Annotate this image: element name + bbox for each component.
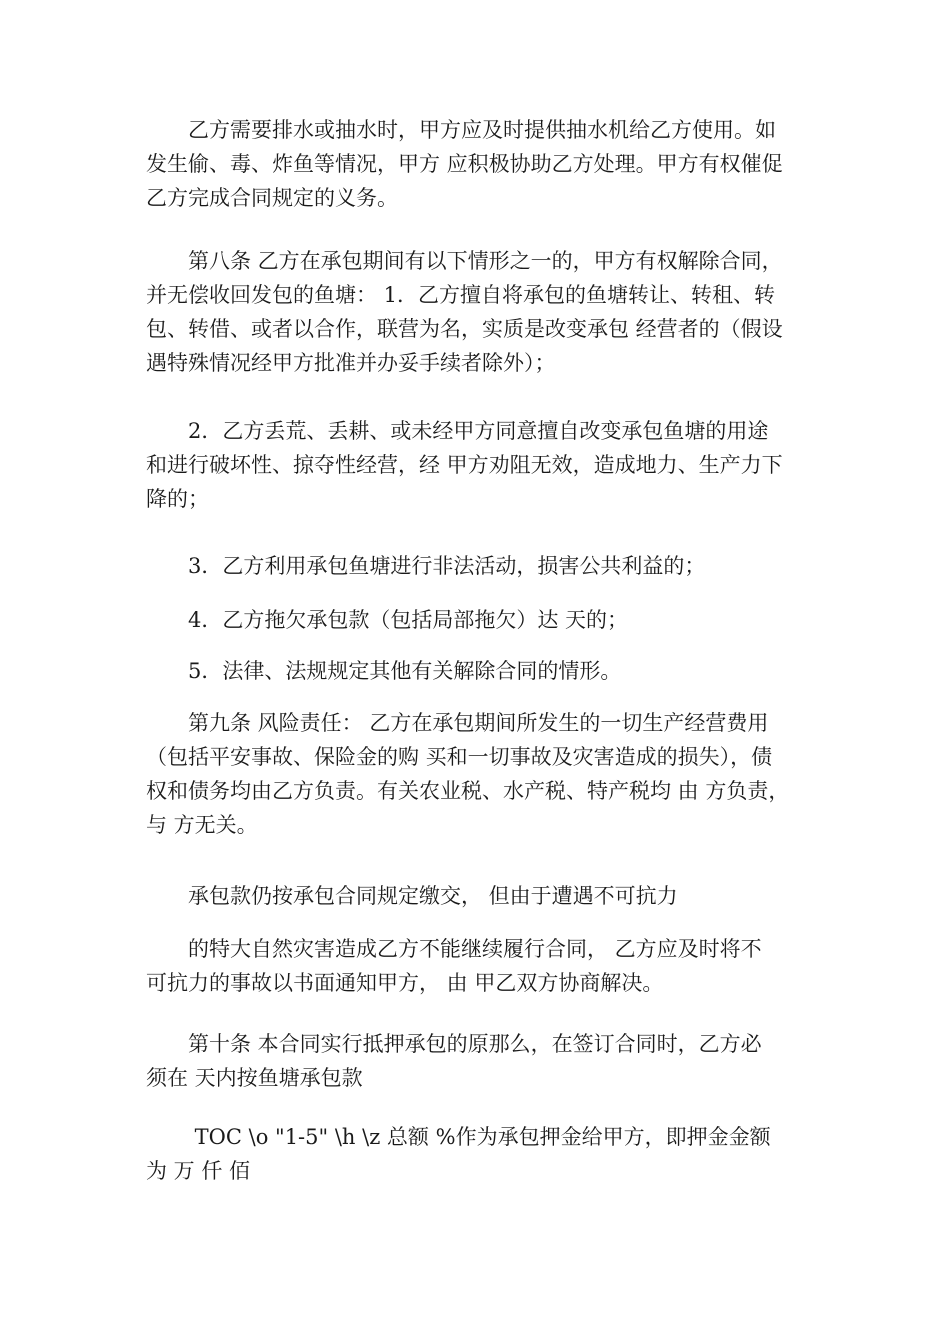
text-line: 降的； <box>146 487 209 511</box>
text-line: 为 万 仟 佰 <box>146 1159 251 1183</box>
paragraph-item-2 <box>146 414 806 516</box>
text-line: 与 方无关。 <box>146 813 258 837</box>
paragraph-pumping-obligation <box>146 113 806 215</box>
text-line: 乙方完成合同规定的义务。 <box>146 186 398 210</box>
text-line: 乙方需要排水或抽水时，甲方应及时提供抽水机给乙方使用。如 <box>146 118 776 142</box>
paragraph-article-8 <box>146 244 806 380</box>
text-line: 2．乙方丢荒、丢耕、或未经甲方同意擅自改变承包鱼塘的用途 <box>146 419 769 443</box>
paragraph-item-5 <box>146 654 806 688</box>
text-line: 的特大自然灾害造成乙方不能继续履行合同， 乙方应及时将不 <box>146 937 762 961</box>
paragraph-article-10 <box>146 1027 806 1095</box>
paragraph-force-majeure-cont <box>146 932 806 1000</box>
text-line: 并无偿收回发包的鱼塘： 1．乙方擅自将承包的鱼塘转让、转租、转 <box>146 283 776 307</box>
text-line: 须在 天内按鱼塘承包款 <box>146 1066 363 1090</box>
text-line: 第九条 风险责任： 乙方在承包期间所发生的一切生产经营费用 <box>146 711 769 735</box>
text-line: 和进行破坏性、掠夺性经营，经 甲方劝阻无效，造成地力、生产力下 <box>146 453 783 477</box>
text-line: 发生偷、毒、炸鱼等情况，甲方 应积极协助乙方处理。甲方有权催促 <box>146 152 783 176</box>
text-line: 承包款仍按承包合同规定缴交， 但由于遭遇不可抗力 <box>146 884 678 908</box>
text-line: 4．乙方拖欠承包款（包括局部拖欠）达 天的； <box>146 608 629 632</box>
text-line: 第八条 乙方在承包期间有以下情形之一的，甲方有权解除合同， <box>146 249 783 273</box>
text-line: 权和债务均由乙方负责。有关农业税、水产税、特产税均 由 方负责， <box>146 779 790 803</box>
text-line: 遇特殊情况经甲方批准并办妥手续者除外）； <box>146 351 556 375</box>
paragraph-deposit <box>146 1120 806 1188</box>
paragraph-force-majeure <box>146 879 806 913</box>
text-line: 5．法律、法规规定其他有关解除合同的情形。 <box>146 659 622 683</box>
paragraph-item-4 <box>146 603 806 637</box>
text-line: 包、转借、或者以合作，联营为名，实质是改变承包 经营者的（假设 <box>146 317 783 341</box>
text-line: 可抗力的事故以书面通知甲方， 由 甲乙双方协商解决。 <box>146 971 664 995</box>
text-line: 3．乙方利用承包鱼塘进行非法活动，损害公共利益的； <box>146 554 706 578</box>
text-line: 第十条 本合同实行抵押承包的原那么，在签订合同时，乙方必 <box>146 1032 762 1056</box>
text-line: TOC \o "1-5" \h \z 总额 %作为承包押金给甲方，即押金金额 <box>146 1125 771 1149</box>
paragraph-item-3 <box>146 549 806 583</box>
paragraph-article-9 <box>146 706 806 842</box>
text-line: （包括平安事故、保险金的购 买和一切事故及灾害造成的损失），债 <box>146 745 773 769</box>
